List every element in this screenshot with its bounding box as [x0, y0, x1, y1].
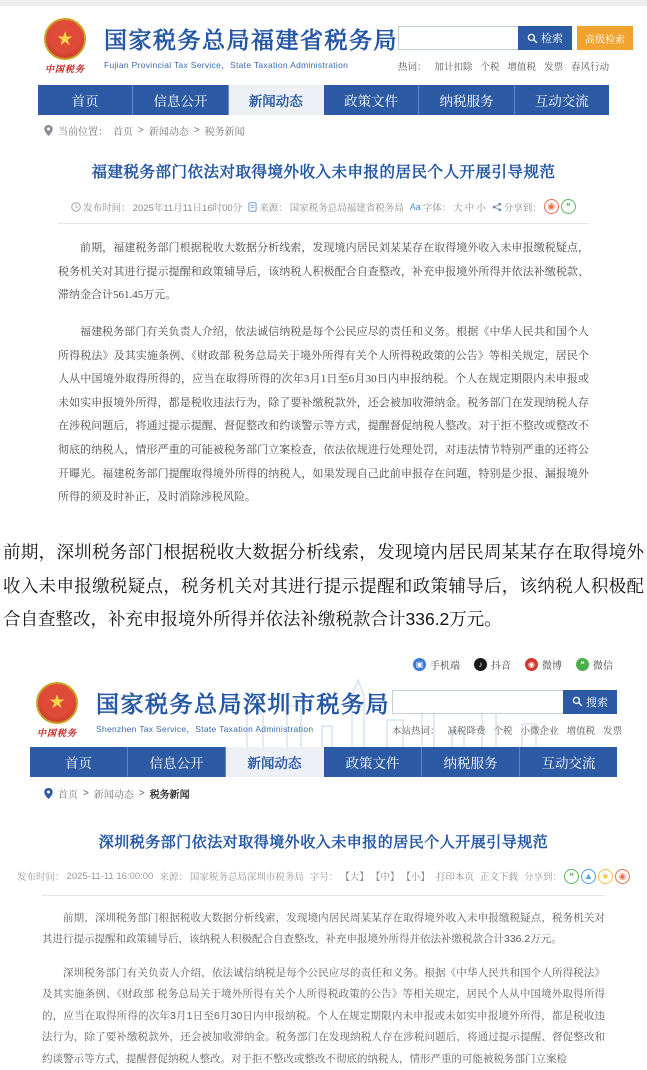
breadcrumb-separator: >: [138, 787, 145, 799]
hotword-link[interactable]: 发票: [544, 62, 564, 73]
font-size-medium-button[interactable]: 中: [464, 202, 475, 214]
shenzhen-site-title-en: Shenzhen Tax Service，State Taxation Administration: [96, 723, 314, 734]
nav-item-info-disclosure[interactable]: 信息公开: [128, 747, 226, 777]
emblem-star-icon: ★: [56, 28, 74, 50]
nav-item-info-disclosure[interactable]: 信息公开: [133, 85, 228, 115]
nav-item-tax-service[interactable]: 纳税服务: [422, 747, 520, 777]
fujian-article-title: 福建税务部门依法对取得境外收入未申报的居民个人开展引导规范: [91, 164, 556, 181]
shenzhen-search-area: [392, 682, 623, 737]
share-wechat-icon[interactable]: ❝: [564, 869, 579, 884]
douyin-icon: ♪: [474, 658, 487, 671]
source-label: 来源：: [159, 872, 188, 884]
weibo-link[interactable]: ◉ 微博: [525, 657, 562, 672]
font-size-small-button[interactable]: 小: [476, 202, 486, 214]
nav-item-news[interactable]: 新闻动态: [226, 747, 324, 777]
source-value: 国家税务总局深圳市税务局: [189, 872, 304, 884]
shenzhen-site-section: [0, 657, 647, 1070]
breadcrumb-news[interactable]: 新闻动态: [148, 127, 189, 138]
shenzhen-paragraph-2: 深圳税务部门有关负责人介绍，依法诚信纳税是每个公民应尽的责任和义务。根据《中华人民共和国个人所得税法》及其实施条例、《财政部 税务总局关于境外所得有关个人所得税政策的公告》等相关规定，居民个人从中国境外取得所得的，应当在取得所得的次年3月1日至6月30日内申报纳税。个人在规定期限内未申报或未如实申报境外所得，都是税收违法行为，除了要补缴税款外，还会被加收滞纳金。税务部门在发现纳税人存在涉税问题后，将通过提示提醒、督促整改和约谈警示等方式，提醒督促纳税人整改。对于拒不整改或整改不彻底的纳税人，情形严重的可能被税务部门立案检: [42, 966, 605, 1065]
shenzhen-article-meta: [17, 869, 627, 884]
mobile-icon: ▣: [413, 658, 426, 671]
shenzhen-logo: [30, 682, 84, 739]
nav-item-interaction[interactable]: 互动交流: [541, 755, 596, 771]
breadcrumb-separator: >: [83, 787, 89, 799]
nav-item-news[interactable]: 新闻动态: [229, 85, 324, 115]
fujian-logo: [38, 18, 92, 75]
search-button[interactable]: 搜索: [563, 690, 617, 714]
search-input[interactable]: [392, 690, 563, 714]
hotword-link[interactable]: 春风行动: [571, 62, 610, 73]
breadcrumb-separator: >: [193, 125, 200, 136]
font-size-large-button[interactable]: 大: [453, 202, 463, 214]
share-qzone-icon[interactable]: ★: [598, 869, 613, 884]
fujian-site-title: 国家税务总局福建省税务局: [104, 27, 398, 53]
shenzhen-topbar: [0, 657, 647, 676]
fujian-article: [0, 160, 647, 510]
nav-item-interaction[interactable]: 互动交流: [534, 94, 589, 109]
hotwords-label: 本站热词：: [392, 725, 440, 737]
hotword-link[interactable]: 加计扣除: [434, 62, 473, 73]
font-size-label: 字号：: [309, 872, 339, 884]
share-icon: [492, 202, 502, 212]
nav-item-tax-service[interactable]: 纳税服务: [419, 85, 514, 115]
breadcrumb-home[interactable]: 首页: [113, 127, 133, 138]
share-label: 分享到：: [503, 202, 542, 214]
search-icon: [572, 696, 583, 707]
nav-item-policy[interactable]: 政策文件: [324, 747, 422, 777]
share-weibo-icon[interactable]: ◉: [544, 199, 559, 214]
china-tax-logo-script: 中国税务: [36, 727, 77, 738]
fujian-main-nav: [38, 85, 609, 115]
emblem-star-icon: ★: [48, 692, 66, 714]
font-size-icon: Aa: [409, 201, 421, 212]
font-size-label: 字体：: [422, 202, 452, 214]
breadcrumb-news[interactable]: 新闻动态: [93, 789, 134, 801]
publish-time: 2025年11月11日16时00分: [132, 202, 243, 214]
shenzhen-title-block: [96, 682, 390, 735]
highlight-excerpt-text: 前期，深圳税务部门根据税收大数据分析线索，发现境内居民周某某存在取得境外收入未申报缴税疑点，税务机关对其进行提示提醒和政策辅导后，该纳税人积极配合自查整改，补充申报境外所得并依法补缴税款合计336.2万元。: [3, 542, 644, 630]
share-weibo-icon[interactable]: ◉: [615, 869, 630, 884]
shenzhen-hotwords: [392, 723, 623, 737]
fujian-paragraph-2: 福建税务部门有关负责人介绍，依法诚信纳税是每个公民应尽的责任和义务。根据《中华人民共和国个人所得税法》及其实施条例、《财政部 税务总局关于境外所得有关个人所得税政策的公告》等相关规定，居民个人从中国境外取得所得的，应当在取得所得的次年3月1日至6月30日内申报纳税。个人在规定期限内未申报或未如实申报境外所得，都是税收违法行为，除了要补缴税款外，还会被加收滞纳金。税务部门在发现纳税人存在涉税问题后，将通过提示提醒、督促整改和约谈警示等方式，提醒督促纳税人整改。对于拒不整改或整改不彻底的纳税人，情形严重的可能被税务部门立案检查，依法依规进行处理处罚，对违法情节特别严重的还将公开曝光。福建税务部门提醒取得境外所得的纳税人，如果发现自己此前申报存在问题，特别是少报、漏报境外所得的须及时补正，及时消除涉税风险。: [58, 325, 589, 504]
fujian-title-block: [104, 18, 398, 71]
fujian-hotwords: [398, 59, 633, 73]
fujian-breadcrumb: [44, 123, 603, 138]
hotword-link[interactable]: 增值税: [507, 62, 537, 73]
fujian-header: [0, 6, 647, 79]
weibo-icon: ◉: [525, 658, 538, 671]
nav-item-home[interactable]: 首页: [30, 747, 128, 777]
clock-icon: [71, 202, 81, 212]
national-emblem-icon: [44, 18, 86, 60]
shenzhen-article-title: 深圳税务部门依法对取得境外收入未申报的居民个人开展引导规范: [98, 833, 549, 851]
font-size-medium-button[interactable]: 【中】: [370, 872, 400, 884]
hotword-link[interactable]: 发票: [603, 725, 623, 737]
shenzhen-header: [0, 676, 647, 743]
shenzhen-site-title: 国家税务总局深圳市税务局: [96, 690, 390, 717]
share-label: 分享到：: [523, 872, 562, 884]
location-pin-icon: [44, 788, 53, 799]
fujian-site-section: [0, 6, 647, 510]
publish-time: 2025-11-11 16:00:00: [66, 870, 154, 882]
national-emblem-icon: [36, 682, 78, 724]
breadcrumb-home[interactable]: 首页: [58, 789, 78, 801]
hotword-link[interactable]: 个税: [493, 725, 513, 737]
fujian-search-area: [398, 18, 633, 73]
shenzhen-main-nav: [30, 747, 617, 777]
source-label: 来源：: [259, 202, 288, 214]
nav-item-home[interactable]: 首页: [38, 85, 133, 115]
meta-divider: [42, 895, 605, 896]
location-pin-icon: [44, 125, 53, 136]
source-value: 国家税务总局福建省税务局: [289, 202, 404, 214]
hotword-link[interactable]: 增值税: [566, 725, 596, 737]
font-size-small-button[interactable]: 【小】: [401, 872, 430, 884]
search-button[interactable]: 检索: [518, 26, 572, 50]
wechat-icon: ❝: [576, 658, 589, 671]
breadcrumb-tax-news[interactable]: 税务新闻: [204, 127, 245, 138]
share-wechat-icon[interactable]: ❝: [561, 199, 576, 214]
shenzhen-paragraph-1: 前期，深圳税务部门根据税收大数据分析线索，发现境内居民周某某存在取得境外收入未申报缴税疑点，税务机关对其进行提示提醒和政策辅导后，该纳税人积极配合自查整改，补充申报境外所得并依法补缴税款合计336.2万元。: [42, 911, 605, 946]
hotword-link[interactable]: 小微企业: [520, 725, 559, 737]
shenzhen-breadcrumb: [44, 786, 603, 801]
download-text-button[interactable]: 正文下载: [479, 872, 518, 884]
fujian-paragraph-1: 前期，福建税务部门根据税收大数据分析线索，发现境内居民刘某某存在取得境外收入未申报缴税疑点，税务机关对其进行提示提醒和政策辅导后，该纳税人积极配合自查整改，补充申报境外所得并依法补缴税款、滞纳金合计561.45万元。: [58, 242, 589, 302]
wechat-link[interactable]: ❝ 微信: [576, 657, 613, 672]
china-tax-logo-script: 中国税务: [44, 64, 85, 74]
hotword-link[interactable]: 减税降费: [447, 725, 486, 737]
search-icon: [527, 33, 538, 44]
hotword-link[interactable]: 个税: [480, 62, 500, 73]
nav-item-policy[interactable]: 政策文件: [324, 85, 419, 115]
print-page-button[interactable]: 打印本页: [435, 872, 474, 884]
advanced-search-button[interactable]: 高级检索: [577, 26, 633, 50]
fujian-site-title-en: Fujian Provincial Tax Service，State Taxation Administration: [104, 60, 349, 70]
shenzhen-article: [0, 831, 647, 1070]
publish-time-label: 发布时间：: [17, 872, 65, 884]
publish-time-label: 发布时间：: [83, 202, 131, 214]
mobile-version-link[interactable]: ▣ 手机端: [413, 657, 460, 672]
breadcrumb-label: 当前位置：: [58, 127, 108, 138]
font-size-large-button[interactable]: 【大】: [340, 872, 369, 884]
breadcrumb-separator: >: [138, 125, 144, 136]
search-input[interactable]: [398, 26, 518, 50]
meta-divider: [58, 223, 589, 224]
fujian-article-meta: [58, 199, 589, 214]
hotwords-label: 热词：: [398, 62, 427, 73]
breadcrumb-tax-news[interactable]: 税务新闻: [149, 789, 190, 801]
douyin-link[interactable]: ♪ 抖音: [474, 657, 511, 672]
source-doc-icon: [248, 202, 257, 212]
share-qq-icon[interactable]: ▲: [581, 869, 596, 884]
